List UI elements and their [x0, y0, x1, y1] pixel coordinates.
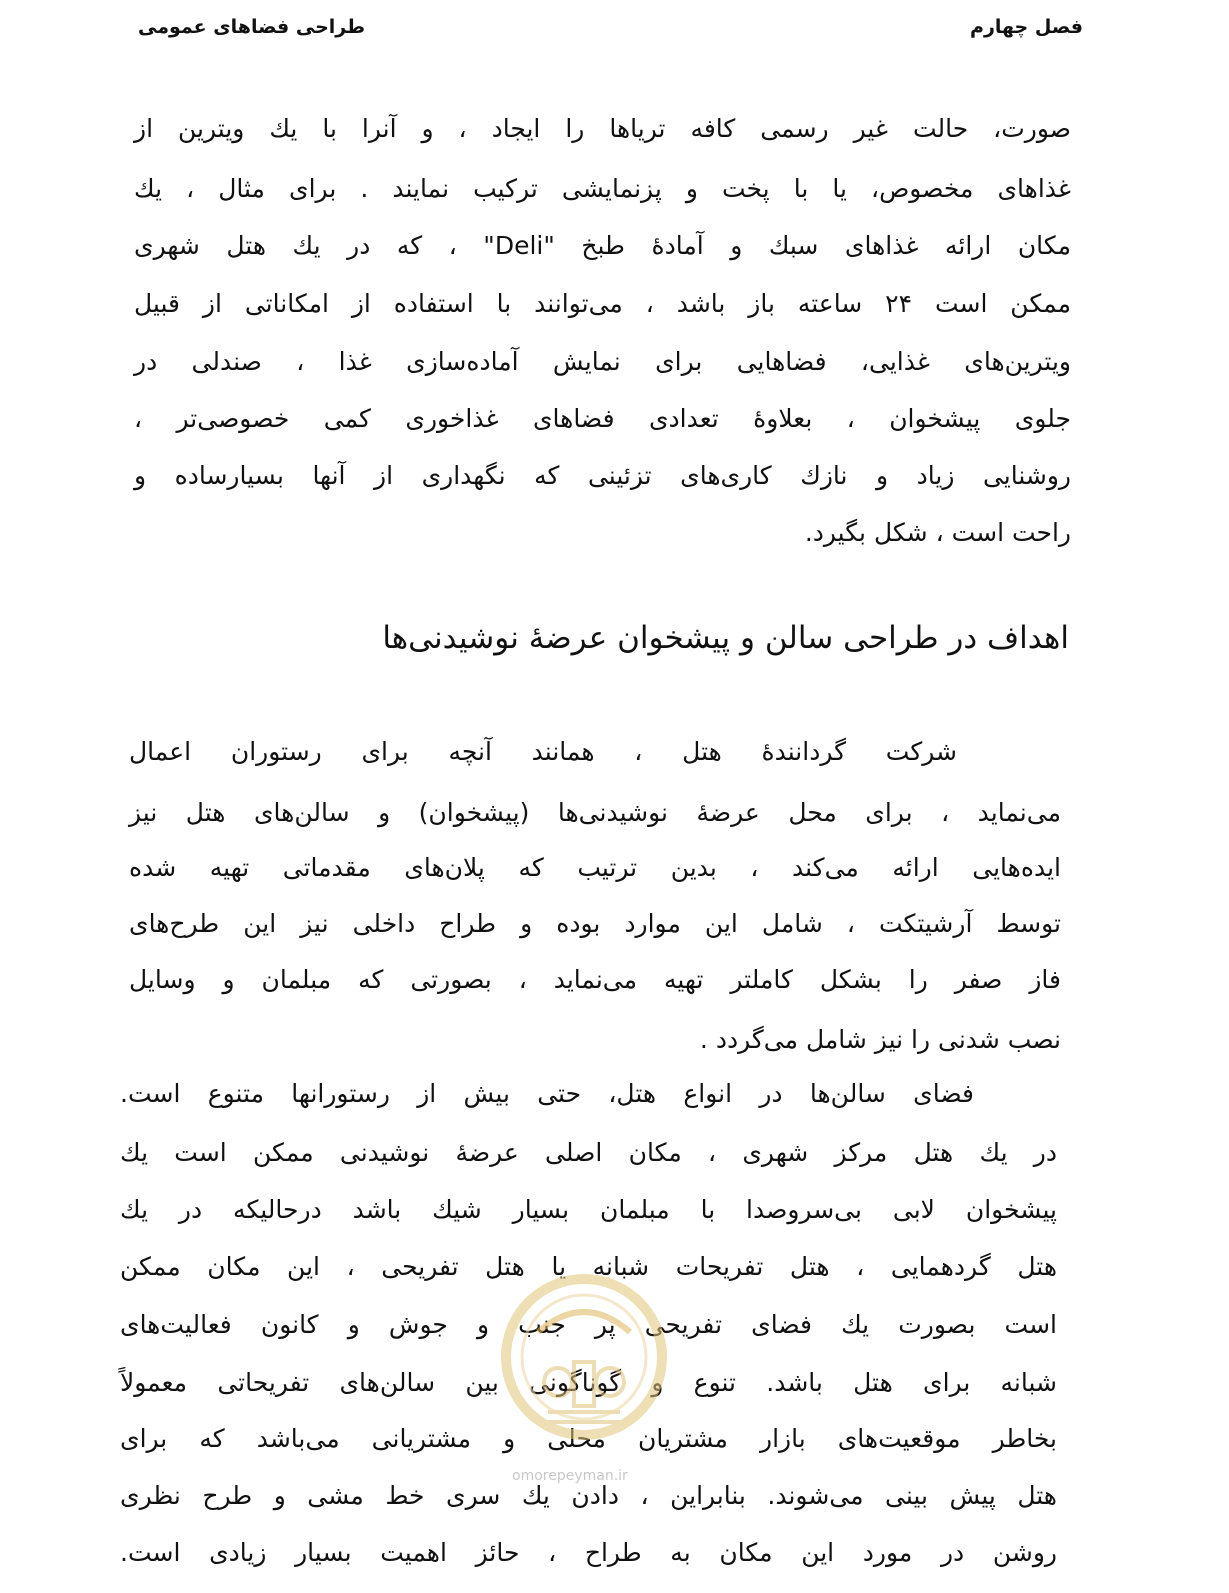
paragraph-line: بخاطر موقعیت‌های بازار مشتریان محلی و مشتریانی می‌باشد که برای: [120, 1424, 1057, 1453]
paragraph-line: ویترین‌های غذایی، فضاهایی برای نمایش آماده‌سازی غذا ، صندلی در: [134, 347, 1071, 376]
paragraph-line: راحت است ، شکل بگیرد.: [804, 518, 1071, 547]
watermark-url: omorepeyman.ir: [512, 1468, 628, 1484]
paragraph-line: می‌نماید ، برای محل عرضهٔ نوشیدنی‌ها (پیشخوان) و سالن‌های هتل نیز: [129, 798, 1061, 827]
watermark-logo-icon: [498, 1262, 670, 1452]
paragraph-line: روشن در مورد این مکان به طراح ، حائز اهمیت بسیار زیادی است.: [120, 1538, 1057, 1567]
paragraph-line: شرکت گرداننده‌ٔ هتل ، همانند آنچه برای رستوران اعمال: [129, 737, 957, 766]
paragraph-line: ایده‌هایی ارائه می‌کند ، بدین ترتیب که پلان‌های مقدماتی تهیه شده: [129, 853, 1061, 882]
paragraph-line: پیشخوان لابی بی‌سروصدا با مبلمان بسیار شیك باشد درحالیکه در یك: [120, 1195, 1057, 1224]
paragraph-line: غذاهای مخصوص، یا با پخت و پزنمایشی ترکیب نمایند . برای مثال ، یك: [134, 174, 1071, 203]
section-running-head: طراحی فضاهای عمومی: [138, 16, 366, 38]
paragraph-line: مکان ارائه غذاهای سبك و آمادهٔ طبخ "Deli" ، که در یك هتل شهری: [134, 231, 1071, 260]
paragraph-line: در یك هتل مرکز شهری ، مکان اصلی عرضهٔ نوشیدنی ممکن است یك: [120, 1138, 1057, 1167]
paragraph-line: توسط آرشیتکت ، شامل این موارد بوده و طراح داخلی نیز این طرح‌های: [129, 909, 1061, 938]
paragraph-line: هتل گردهمایی ، هتل تفریحات شبانه یا هتل تفریحی ، این مکان ممکن: [120, 1252, 1057, 1281]
chapter-running-head: فصل چهارم: [970, 16, 1083, 38]
paragraph-line: شبانه برای هتل باشد. تنوع و گوناگونی بین سالن‌های تفریحاتی معمولاً: [120, 1368, 1057, 1397]
paragraph-line: روشنایی زیاد و نازك کاری‌های تزئینی که نگهداری از آنها بسیارساده و: [134, 461, 1071, 490]
section-heading: اهداف در طراحی سالن و پیشخوان عرضهٔ نوشیدنی‌ها: [382, 620, 1069, 656]
paragraph-line: فضای سالن‌ها در انواع هتل، حتی بیش از رستورانها متنوع است.: [120, 1079, 974, 1108]
paragraph-line: ممکن است ۲۴ ساعته باز باشد ، می‌توانند با استفاده از امکاناتی از قبیل: [134, 289, 1071, 318]
paragraph-line: نصب شدنی را نیز شامل می‌گردد .: [699, 1025, 1061, 1054]
paragraph-line: است بصورت یك فضای تفریحی پر جنب و جوش و کانون فعالیت‌های: [120, 1310, 1057, 1339]
paragraph-line: فاز صفر را بشکل کاملتر تهیه می‌نماید ، بصورتی که مبلمان و وسایل: [129, 965, 1061, 994]
paragraph-line: جلوی پیشخوان ، بعلاوهٔ تعدادی فضاهای غذاخوری کمی خصوصی‌تر ،: [134, 404, 1071, 433]
paragraph-line: صورت، حالت غیر رسمی کافه تریاها را ایجاد ، و آنرا با یك ویترین از: [134, 114, 1071, 143]
paragraph-line: هتل پیش بینی می‌شوند. بنابراین ، دادن یك سری خط مشی و طرح نظری: [120, 1481, 1057, 1510]
